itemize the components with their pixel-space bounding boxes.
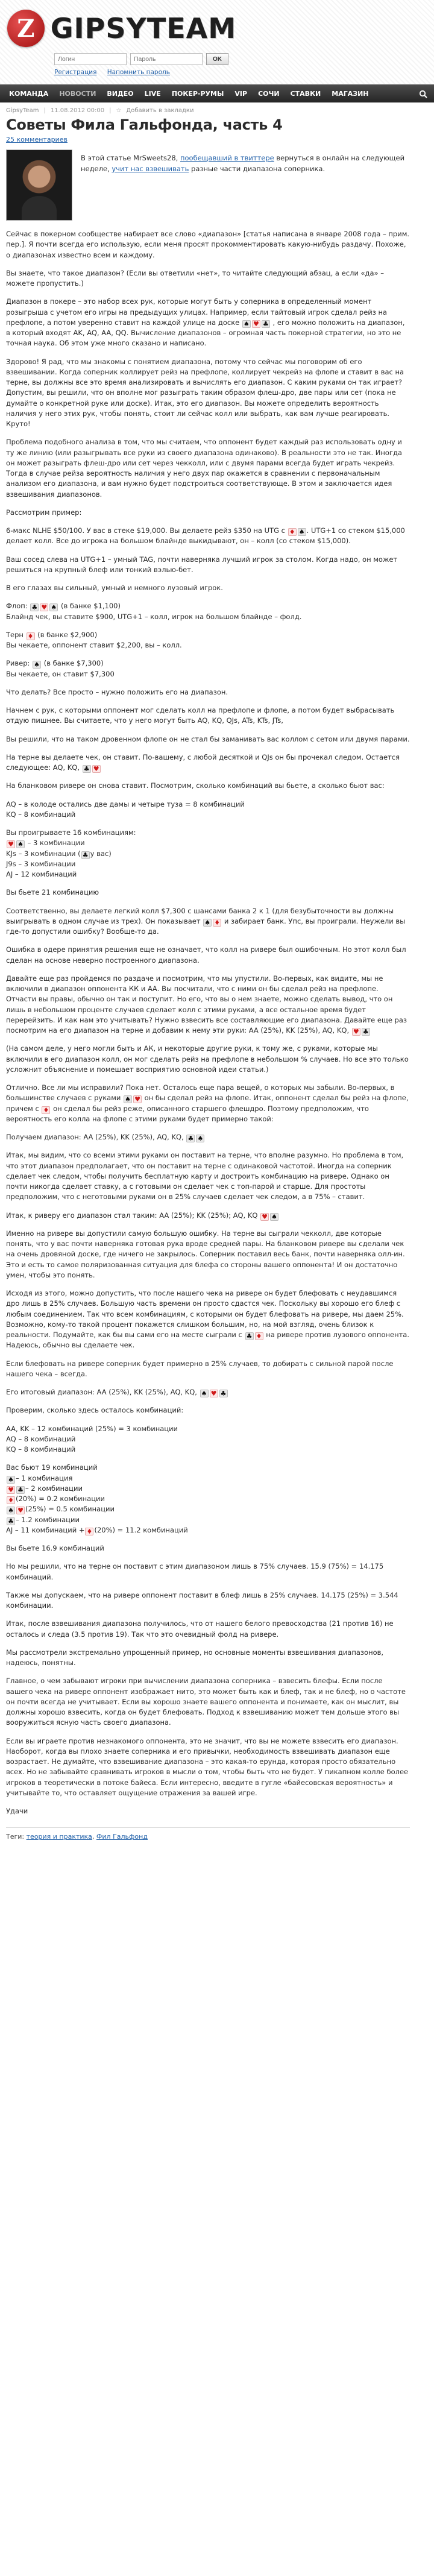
paragraph-text: Давайте еще раз пройдемся по раздаче и посмотрим, что мы упустили. Во-первых, как видите, мы не включили в диапазон оппонента КК и АА. Вы посчитали, что с ними он бы сделал рейз на префлопе. Отчасти вы правы, обычно он так и поступит. Но его, что вы о нем знаете, можно сделать вывод, что он лишь в небольшом проценте случаев сделает колл с этими руками, а все остальное время будет перерейзить. И как нам это учитывать? Нужно взвесить все составляющие его диапазона. Давайте еще раз посмотрим на его диапазон на терне и добавим к нему эти руки: AA (25%), KK (25%), AQ, KQ, [6, 974, 407, 1034]
logo-mark: Z [7, 10, 45, 47]
card-diamond-icon: ♦ [27, 632, 35, 640]
paragraph [6, 1387, 410, 1397]
paragraph-text: Получаем диапазон: AA (25%), KK (25%), AQ, KQ, [6, 1133, 184, 1141]
card-spade-icon: ♠ [298, 528, 306, 536]
password-input[interactable] [130, 53, 203, 65]
street-label: Ривер: [6, 659, 30, 668]
card-spade-icon: ♠ [200, 1390, 209, 1397]
card-heart-icon: ♥ [260, 1213, 269, 1221]
card-diamond-icon: ♦ [7, 1496, 15, 1504]
twitter-link[interactable]: пообещавший в твиттере [180, 154, 274, 162]
site-logo[interactable] [7, 7, 236, 49]
paragraph: Итак, мы видим, что со всеми этими руками он поставит на терне, что вполне разумно. Но проблема в том, что этот диапазон предполагает, что он поставит на терне с одинаковой частотой. Иногда на соперник сделает чек следом, чтобы получить бесплатную карту и достроить комбинацию на ривере. Однако он почти никогда сделает ставку, а с готовыми он сделает чек с топ-парой и старше. Для простоты предположим, что с неготовыми руками он в 25% случаев сделает чек следом, а в 75% – ставит. [6, 1151, 404, 1201]
paragraph-text: На терне вы делаете чек, он ставит. По-вашему, с любой десяткой и QJs он бы прочекал следом. Остается следующее: AQ, KQ, [6, 752, 400, 772]
street-label: Флоп: [6, 602, 28, 611]
content [0, 107, 434, 1841]
paragraph: Сейчас в покерном сообществе набирает все слово «диапазон» [статья написана в январе 2008 года – прим. пер.]. Я почти всегда его использую, если меня просят прокомментировать какую-нибудь раздачу. Похоже, о диапазонах известно всем и каждому. [6, 230, 410, 259]
card-spade-icon: ♠ [49, 603, 58, 611]
card-club-icon: ♣ [7, 1517, 15, 1525]
card-club-icon: ♣ [186, 1135, 195, 1142]
closing: Удачи [6, 1807, 28, 1815]
street-action: Вы чекаете, оппонент ставит $2,200, вы – колл. [6, 641, 182, 649]
card-diamond-icon: ♦ [85, 1528, 93, 1535]
paragraph: Также мы допускаем, что на ривере оппонент поставит в блеф лишь в 25% случаев. 14.175 (25%) = 3.544 комбинации. [6, 1590, 398, 1610]
paragraph-text: UTG+1 со стеком $15,000 делает колл. Все до игрока на большом блайнде выкидывают, он – колл (со стеком $15,000). [6, 526, 405, 546]
paragraph [6, 1083, 410, 1124]
card-diamond-icon: ♦ [213, 919, 221, 927]
paragraph: На бланковом ривере он снова ставит. Посмотрим, сколько комбинаций вы бьете, а сколько бьют вас: [6, 781, 385, 790]
card-heart-icon: ♥ [352, 1028, 360, 1036]
paragraph [6, 906, 410, 937]
paragraph [6, 297, 410, 348]
card-spade-icon: ♠ [196, 1135, 204, 1142]
paragraph-text: , его можно положить на диапазон, в который входят AK, AQ, AA, QQ. Вычисление диапазонов – огромная часть покерной стратегии, но это не точная наука. Об этом уже много сказано и написано. [6, 318, 405, 348]
card-heart-icon: ♥ [92, 765, 101, 773]
card-club-icon: ♣ [83, 765, 91, 773]
article-meta [6, 107, 410, 114]
street-turn [6, 630, 410, 651]
paragraph: Вы знаете, что такое диапазон? (Если вы ответили «нет», то читайте следующий абзац, а если «да» – можете пропустить.) [6, 268, 384, 288]
combo-line: у вас) [90, 849, 112, 858]
nav-item-vip[interactable]: VIP [234, 89, 248, 98]
paragraph: Рассмотрим пример: [6, 508, 82, 517]
login-form [54, 53, 247, 76]
intro-part: вернуться в онлайн на следующей неделе, [81, 154, 405, 173]
star-icon[interactable]: ☆ [116, 107, 122, 114]
paragraph [6, 1132, 410, 1142]
card-spade-icon: ♠ [124, 1095, 132, 1103]
intro-part: В этой статье MrSweets28, [81, 154, 178, 162]
paragraph: Проверим, сколько здесь осталось комбинаций: [6, 1406, 184, 1415]
register-link[interactable]: Регистрация [54, 69, 97, 76]
tag-link[interactable]: Фил Гальфонд [96, 1833, 148, 1841]
card-heart-icon: ♥ [7, 840, 15, 848]
paragraph: Главное, о чем забывают игроки при вычислении диапазона соперника – взвесить блефы. Если после вашего чека на ривере оппонент изображает нито, это может быть как и блеф, так и не блеф, но о частоте он почти всегда не учитывает. Если вы хорошо знаете вашего оппонента и понимаете, как он мыслит, вы должны хорошо взвесить, когда он будет блефовать. Подход к взвешиванию может тем дольше этого вы вооружиться ясную часть своего диапазона. [6, 1677, 406, 1727]
paragraph-text: Итак, к риверу его диапазон стал таким: AA (25%); KK (25%); AQ, KQ [6, 1211, 258, 1220]
card-diamond-icon: ♦ [255, 1332, 263, 1340]
paragraph-text: он сделал бы рейз реже, описанного старшего флешдро. Поэтому предположим, что вероятность его колла на флопе с этими руками будет примерно такой: [6, 1104, 369, 1123]
breadcrumb[interactable]: GipsyTeam [6, 107, 39, 114]
combo-line: AQ – 8 комбинаций [6, 1434, 76, 1443]
logo-text: GIPSYTEAM [50, 12, 236, 45]
nav-item-team[interactable]: КОМАНДА [9, 89, 49, 98]
card-club-icon: ♣ [16, 1486, 25, 1494]
card-club-icon: ♣ [30, 603, 39, 611]
paragraph-text: 6-макс NLHE $50/100. У вас в стеке $19,000. Вы делаете рейз $350 на UTG с [6, 526, 285, 535]
combo-line: KJs – 3 комбинации ( [6, 849, 81, 858]
bookmark-link[interactable]: Добавить в закладки [126, 107, 194, 114]
paragraph: Вы решили, что на таком дровенном флопе он не стал бы заманивать вас коллом с сетом или двумя парами. [6, 734, 410, 743]
combo-list: Вы проигрываете 16 комбинациям: ♥ ♠ – 3 комбинации KJs – 3 комбинации ( ♣ у вас) J9s – 3 комбинации AJ – 12 комбинаций [6, 828, 136, 878]
main-nav [0, 84, 434, 102]
paragraph: Но мы решили, что на терне он поставит с этим диапазоном лишь в 75% случаев. 15.9 (75%) = 14.175 комбинаций. [6, 1562, 384, 1581]
nav-item-shop[interactable]: МАГАЗИН [332, 89, 369, 98]
paragraph: Итак, после взвешивания диапазона получилось, что от нашего белого превосходства (21 против 16) не осталось и следа (3.5 против 19). Так что это очевидный фолд на ривере. [6, 1619, 394, 1639]
combo-line: KQ – 8 комбинаций [6, 810, 76, 819]
nav-item-video[interactable]: ВИДЕО [107, 89, 134, 98]
paragraph: Что делать? Все просто – нужно положить его на диапазон. [6, 687, 228, 696]
intro-text [81, 150, 410, 221]
card-spade-icon: ♠ [203, 919, 212, 927]
paragraph: В его глазах вы сильный, умный и немного лузовый игрок. [6, 584, 223, 592]
forgot-password-link[interactable]: Напомнить пароль [107, 69, 170, 76]
login-input[interactable] [54, 53, 127, 65]
combo-line: AJ – 12 комбинаций [6, 870, 77, 878]
meta-separator: | [43, 107, 46, 114]
street-action: Блайнд чек, вы ставите $900, UTG+1 – колл, игрок на большом блайнде – фолд. [6, 612, 302, 621]
card-heart-icon: ♥ [210, 1390, 218, 1397]
card-heart-icon: ♥ [40, 603, 48, 611]
paragraph: Проблема подобного анализа в том, что мы считаем, что оппонент будет каждый раз использовать одну и ту же линию (или разыгрывать все руки из своего диапазона одинаково). В реальности это не так. Иногда он может разыграть флеш-дро или сет через чекколл, или с двумя парами всегда будет играть чекрейз. Тогда в случае рейза вероятность наличия у него двух пар окажется в сравнении с первоначальным анализом его диапазона, и вам нужно будет подстроиться соответствующе. В этом и заключается идея взвешивания диапазонов. [6, 438, 402, 499]
paragraph-text: Отлично. Все ли мы исправили? Пока нет. Осталось еще пара вещей, о которых мы забыли. Во-первых, в большинстве случаев с руками [6, 1083, 395, 1103]
paragraph: Ошибка в одере принятия решения еще не означает, что колл на ривере был ошибочным. Но этот колл был сделан на основе неверно построенного диапазона. [6, 945, 406, 965]
paragraph: Именно на ривере вы допустили самую большую ошибку. На терне вы сыграли чекколл, две которые понять, что у вас почти наверняка готовая рука вроде средней пары. На бланковом ривере вы сделали чек на очень дровяной доске, где ничего не закрылось. Соперник поставил весь банк, почти наверняка олл-ин. Это и есть то самое поляризованная ситуация для блефа со стороны вашего оппонента! И он достаточно умен, чтобы это понять. [6, 1229, 405, 1279]
paragraph [6, 974, 410, 1036]
card-spade-icon: ♠ [16, 840, 25, 848]
street-river [6, 658, 410, 679]
tags-label: Теги: [6, 1833, 25, 1841]
card-heart-icon: ♥ [252, 320, 260, 328]
ok-button[interactable]: OK [206, 53, 228, 65]
comments-link[interactable]: 25 комментариев [6, 136, 68, 143]
paragraph-text: Исходя из этого, можно допустить, что после нашего чека на ривере он будет блефовать с неудавшимся дро лишь в 25% случаев. Большую часть времени он просто сдастся чек. Поскольку вы хорошо его блеф с любым соединением. Так что всем комбинациям, с которыми он будет блефовать на ривере, мы даем 25%. Возможно, кому-то такой процент покажется слишком большим, но, на мой взгляд, очень близок к реальности. Подумайте, как бы вы сами его на месте сыграли с [6, 1289, 404, 1339]
nav-item-live[interactable]: LIVE [144, 89, 161, 98]
nav-item-bets[interactable]: СТАВКИ [290, 89, 321, 98]
paragraph: Если вы играете против незнакомого оппонента, это не значит, что вы не можете взвесить его диапазон. Наоборот, когда вы плохо знаете соперника и его привычки, необходимость взвешивать диапазон еще возрастает. Не думайте, что взвешивание диапазона – это какая-то ерунда, которая просто обязательно всех. Но не забывайте сравнивать игроков в мысли о том, чтобы быть что не будет. У пикапном колле более игроков в теоретически в потоке байеса. Если интересно, введите в гугле «байесовская вероятность» и учитывайте то, что оставляет ощущение отражения за вашей игре. [6, 1736, 409, 1797]
article-body [6, 229, 410, 1816]
combo-line: AQ – в колоде остались две дамы и четыре туза = 8 комбинаций [6, 799, 245, 808]
card-diamond-icon: ♦ [42, 1106, 50, 1114]
combo-line: J9s – 3 комбинации [6, 859, 76, 868]
combo-list [6, 1463, 410, 1535]
list-header: Вы бьете 21 комбинацию [6, 888, 99, 897]
article-tags: Теги: теория и практика, Фил Гальфонд [6, 1827, 410, 1841]
paragraph-text: он бы сделал рейз на флопе. Итак, оппонент сделал бы рейз на флопе, причем с [6, 1094, 409, 1113]
nav-item-poker-rooms[interactable]: ПОКЕР-РУМЫ [171, 89, 224, 98]
paragraph: 6-макс NLHE $50/100. У вас в стеке $19,000. Вы делаете рейз $350 на UTG с ♦ ♠ . UTG+1 со стеком $15,000 делает колл. Все до игрока на большом блайнде выкидывают, он – колл (со стеком $15,000). [6, 526, 405, 546]
paragraph: Здорово! Я рад, что мы знакомы с понятием диапазона, потому что сейчас мы поговорим об его взвешивании. Когда соперник коллирует рейз на префлопе, коллирует чекрейз на флопе и ставит в вас на терне, вы должны все это время анализировать и вычислять его диапазон. С каким руками он так играет? Допустим, вы решили, что он вполне мог разыграть таким образом флеш-дро, две пары или сет (пока не думайте о конкретной руке или доске). Итак, это его диапазон. Вы можете определить вероятность наличия у него этих рук, чтобы понять, стоит ли сейчас колл или выбрать, как вам лучше реагировать. Круто! [6, 357, 404, 428]
card-club-icon: ♣ [362, 1028, 370, 1036]
paragraph [6, 1288, 410, 1351]
card-spade-icon: ♠ [242, 320, 251, 328]
card-spade-icon: ♠ [270, 1213, 278, 1221]
pot-size: (в банке $7,300) [43, 659, 104, 668]
list-header: Вы проигрываете 16 комбинациям: [6, 828, 136, 837]
combo-list [6, 1424, 410, 1455]
combo-line: – 2 комбинации [25, 1484, 83, 1493]
combo-list [6, 799, 410, 820]
combo-line: (20%) = 11.2 комбинаций [94, 1525, 188, 1534]
combo-line: – 1.2 комбинации [16, 1515, 80, 1524]
page-title: Советы Фила Гальфонда, часть 4 [6, 116, 283, 133]
intro-part: разные части диапазона соперника. [191, 164, 326, 173]
paragraph: Мы рассмотрели экстремально упрощенный пример, но основные моменты взвешивания диапазонов, надеюсь, понятны. [6, 1648, 384, 1667]
combo-line: (20%) = 0.2 комбинации [16, 1494, 105, 1503]
author-photo [6, 150, 72, 221]
pot-size: (в банке $1,100) [61, 602, 121, 611]
list-header: Вы бьете 16.9 комбинаций [6, 1544, 104, 1552]
combo-line: AJ – 11 комбинаций + [6, 1525, 85, 1534]
meta-separator: | [109, 107, 112, 114]
combo-line: AA, KK – 12 комбинаций (25%) = 3 комбинации [6, 1424, 178, 1433]
card-spade-icon: ♠ [7, 1476, 15, 1484]
combo-line: KQ – 8 комбинаций [6, 1445, 76, 1453]
card-club-icon: ♣ [245, 1332, 254, 1340]
card-club-icon: ♣ [219, 1390, 228, 1397]
card-club-icon: ♣ [81, 851, 90, 859]
weighting-link[interactable]: учит нас взвешивать [112, 164, 189, 173]
street-label: Терн [6, 630, 24, 639]
card-club-icon: ♣ [262, 320, 270, 328]
paragraph [6, 1211, 410, 1221]
card-spade-icon: ♠ [7, 1507, 15, 1514]
combo-line: – 1 комбинация [16, 1473, 73, 1482]
site-header [0, 0, 434, 84]
nav-item-news[interactable]: НОВОСТИ [59, 89, 96, 98]
street-action: Вы чекаете, он ставит $7,300 [6, 669, 115, 678]
pot-size: (в банке $2,900) [37, 630, 98, 639]
paragraph-text: на ривере против лузового оппонента. Надеюсь, обычно вы сделаете чек. [6, 1331, 410, 1350]
search-icon[interactable] [416, 87, 430, 101]
paragraph [6, 752, 410, 773]
paragraph-text: Диапазон в покере – это набор всех рук, которые могут быть у соперника в определенный момент розыгрыша с учетом его игры на предыдущих улицах. Например, если тайтовый игрок сделал рейз на префлопе, а потом уверенно ставит на каждой улице на доске [6, 297, 388, 327]
card-spade-icon: ♠ [33, 661, 41, 669]
paragraph-text: Соответственно, вы делаете легкий колл $7,300 с шансами банка 2 к 1 (для безубыточности вы должны выигрывать в одном случае из трех). Он показывает [6, 906, 394, 925]
paragraph: Начнем с рук, с которыми оппонент мог сделать колл на префлопе и флопе, а потом будет выбрасывать отдую пишнее. Вы считаете, что у него могут быть AQ, KQ, QJs, ATs, KTs, JTs, [6, 706, 395, 725]
card-heart-icon: ♥ [133, 1095, 142, 1103]
paragraph: (На самом деле, у него могли быть и АК, и некоторые другие руки, к тому же, с руками, которые мы включили в его диапазон колл, он мог сделать рейз на префлопе в небольшом % случаев. Но все это только усложнит объяснение и помешает восприятию основной идеи статьи.) [6, 1044, 409, 1074]
list-header: Вас бьют 19 комбинаций [6, 1463, 98, 1472]
street-flop [6, 601, 410, 622]
paragraph: Если блефовать на ривере соперник будет примерно в 25% случаев, то добирать с сильной парой после нашего чека – всегда. [6, 1359, 394, 1378]
tag-link[interactable]: теория и практика [26, 1833, 92, 1841]
combo-line: (25%) = 0.5 комбинации [25, 1505, 115, 1514]
card-diamond-icon: ♦ [288, 528, 297, 536]
article-intro [6, 150, 410, 221]
card-heart-icon: ♥ [7, 1486, 15, 1494]
nav-item-sochi[interactable]: СОЧИ [258, 89, 280, 98]
paragraph-text: и забирает банк. Упс, вы проиграли. Неужели вы где-то допустили ошибку? Вообще-то да. [6, 916, 406, 936]
card-heart-icon: ♥ [16, 1507, 25, 1514]
article-date: 11.08.2012 00:00 [50, 107, 105, 114]
paragraph: Ваш сосед слева на UTG+1 – умный TAG, почти наверняка лучший игрок за столом. Когда надо, он может решиться на крупный блеф или тонкий вэлью-бет. [6, 555, 398, 574]
paragraph-text: Его итоговый диапазон: AA (25%), KK (25%), AQ, KQ, [6, 1388, 197, 1396]
